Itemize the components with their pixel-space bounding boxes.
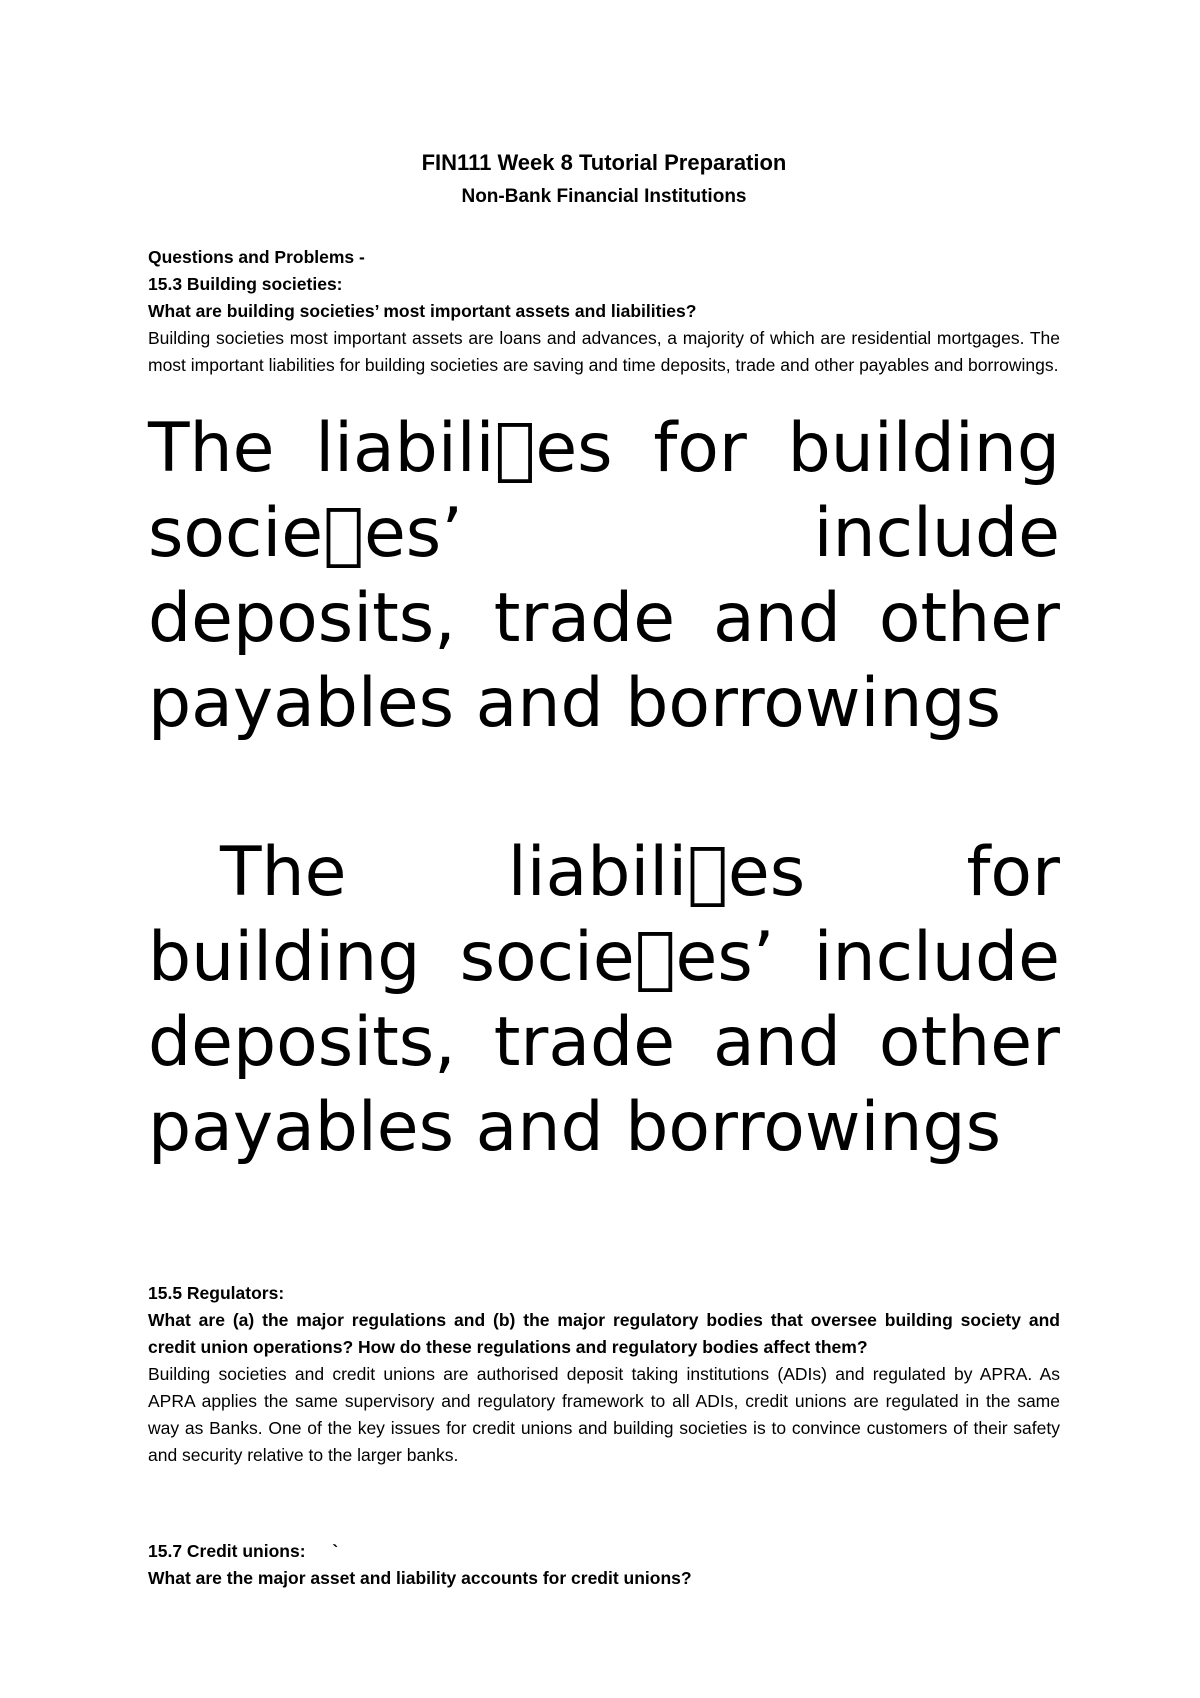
- section-15-5: [148, 1280, 1060, 1469]
- stray-mark: `: [332, 1541, 339, 1561]
- section-15-7: [148, 1538, 1060, 1592]
- document-title: FIN111 Week 8 Tutorial Preparation: [421, 150, 787, 175]
- question-heading-15-3: 15.3 Building societies:: [148, 274, 343, 294]
- section-intro: Questions and Problems -: [148, 247, 365, 267]
- section-15-3: [148, 244, 1060, 379]
- answer-text-15-3: Building societies most important assets are loans and advances, a majority of which are residential mortgages. The most important liabilities for building societies are saving and time deposits, trade and other payables and borrowings.: [148, 328, 1060, 375]
- question-text-15-7: What are the major asset and liability accounts for credit unions?: [148, 1568, 692, 1588]
- question-heading-15-5: 15.5 Regulators:: [148, 1283, 285, 1303]
- question-text-15-5: What are (a) the major regulations and (b) the major regulatory bodies that oversee building society and credit union operations? How do these regulations and regulatory bodies affect them?: [148, 1310, 1060, 1357]
- heading-label-15-7: 15.7 Credit unions:: [148, 1541, 306, 1561]
- document-subtitle: Non-Bank Financial Institutions: [461, 186, 747, 207]
- large-text-paragraph-1: The liabili es for building socie es’ include deposits, trade and other payables and borrowings: [148, 409, 1060, 743]
- answer-text-15-5: Building societies and credit unions are authorised deposit taking institutions (ADIs) and regulated by APRA. As APRA applies the same supervisory and regulatory framework to all ADIs, credit unions are regulated in the same way as Banks. One of the key issues for credit unions and building societies is to convince customers of their safety and security relative to the larger banks.: [148, 1364, 1060, 1465]
- large-text-paragraph-2: The liabili es for building socie es’ include deposits, trade and other payables and borrowings: [148, 833, 1060, 1167]
- question-heading-15-7: [148, 1538, 1060, 1565]
- question-text-15-3: What are building societies’ most important assets and liabilities?: [148, 301, 697, 321]
